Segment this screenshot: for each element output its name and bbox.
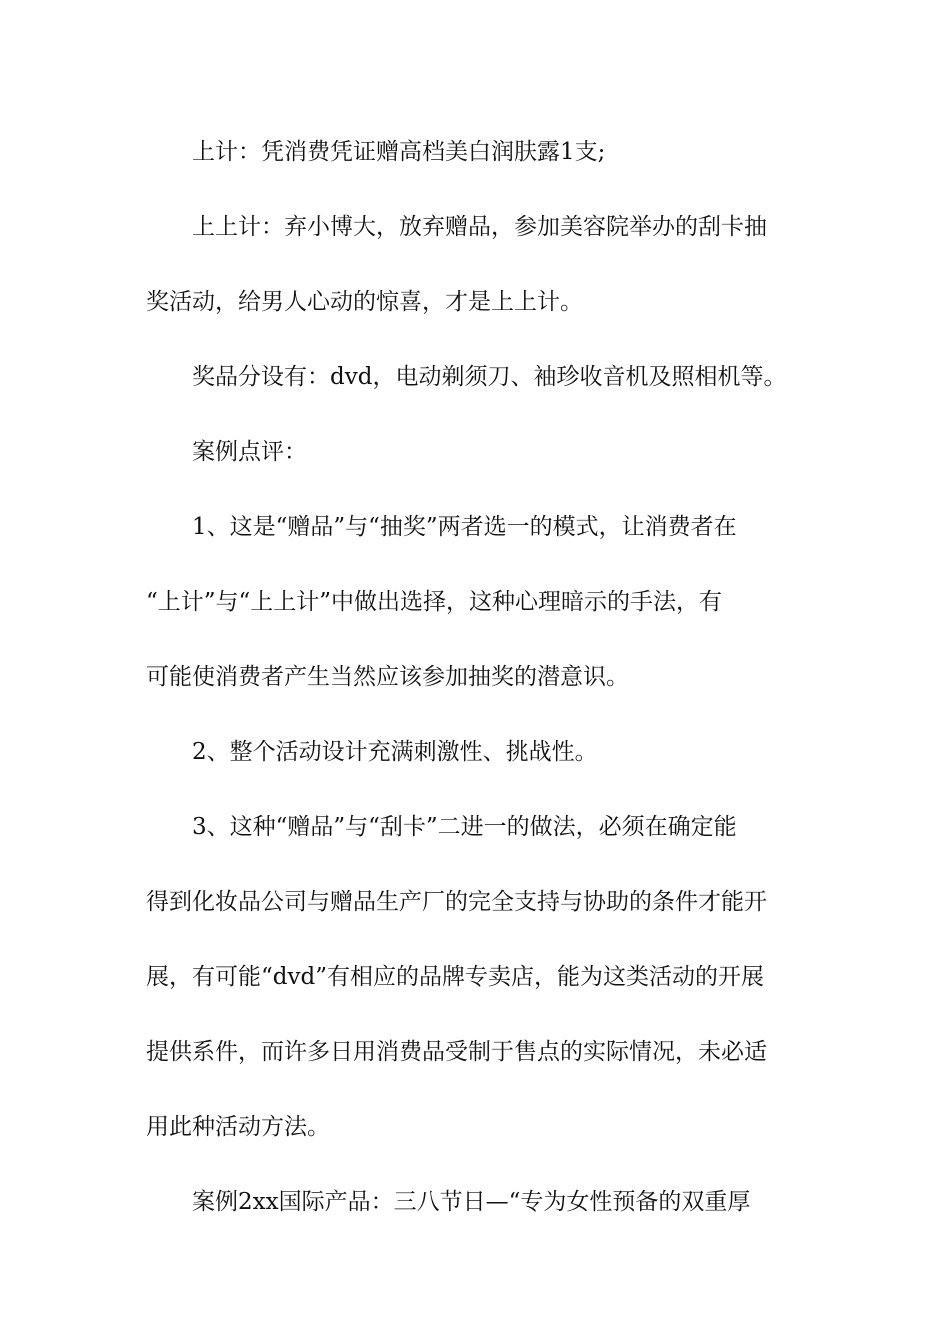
text-line: 可能使消费者产生当然应该参加抽奖的潜意识。 <box>146 664 629 690</box>
text-line: 用此种活动方法。 <box>146 1114 330 1140</box>
text-line: 3、这种“赠品”与“刮卡”二进一的做法，必须在确定能 <box>192 814 737 840</box>
text-line: 1、这是“赠品”与“抽奖”两者选一的模式，让消费者在 <box>192 514 737 540</box>
text-line: 上计：凭消费凭证赠高档美白润肤露1支; <box>192 139 606 165</box>
text-line: 上上计：弃小博大，放弃赠品，参加美容院举办的刮卡抽 <box>192 214 767 240</box>
text-line: 展，有可能“dvd”有相应的品牌专卖店，能为这类活动的开展 <box>146 964 764 990</box>
text-line: 案例点评： <box>192 439 307 465</box>
text-line: 得到化妆品公司与赠品生产厂的完全支持与协助的条件才能开 <box>146 889 767 915</box>
text-line: 提供系件，而许多日用消费品受制于售点的实际情况，未必适 <box>146 1039 767 1065</box>
text-line: “上计”与“上上计”中做出选择，这种心理暗示的手法，有 <box>146 589 723 615</box>
text-line: 案例2xx国际产品：三八节日—“专为女性预备的双重厚 <box>192 1189 751 1215</box>
text-line: 奖品分设有：dvd，电动剃须刀、袖珍收音机及照相机等。 <box>192 364 787 390</box>
text-line: 奖活动，给男人心动的惊喜，才是上上计。 <box>146 289 583 315</box>
document-body <box>146 131 810 1256</box>
text-line: 2、整个活动设计充满刺激性、挑战性。 <box>192 739 598 765</box>
